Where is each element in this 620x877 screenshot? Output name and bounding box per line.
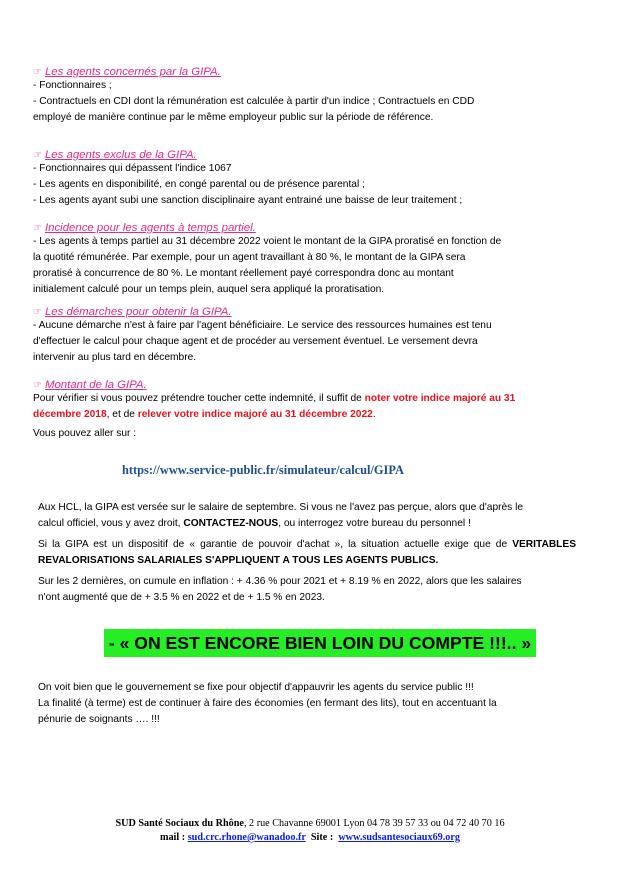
highlight-indice-2022: relever votre indice majoré au 31 décembre 2022 (137, 409, 373, 420)
hcl-text: , ou interrogez votre bureau du personnel ! (278, 518, 471, 529)
hcl-paragraph (38, 500, 576, 532)
pointing-hand-icon: ☞ (33, 150, 42, 161)
heading-text: Incidence pour les agents à temps partiel. (44, 222, 256, 234)
dispositif-text: Si la GIPA est un dispositif de « garantie de pouvoir d'achat », la situation actuelle exige que de (38, 539, 513, 550)
footer-site-label: Site : (305, 832, 339, 843)
list-item: proratisé à concurrence de 80 %. Le montant réellement payé correspondra donc au montant (33, 268, 454, 279)
conclusion-paragraph (38, 680, 576, 728)
footer-contact (0, 832, 620, 843)
heading-text: Montant de la GIPA. (44, 379, 147, 391)
list-item: initialement calculé pour un temps plein, auquel sera appliqué la proratisation. (33, 284, 385, 295)
section-heading (33, 149, 583, 161)
conclusion-line-2: La finalité (à terme) est de continuer à faire des économies (en fermant des lits), tout en accentuant la (38, 698, 497, 709)
montant-text-line-3: Vous pouvez aller sur : (33, 428, 137, 439)
section-temps-partiel (33, 222, 583, 298)
highlight-date-2018: décembre 2018 (33, 409, 107, 420)
section-montant (33, 379, 583, 442)
section-heading (33, 66, 583, 78)
section-agents-concernes (33, 66, 583, 126)
highlight-indice-2018: noter votre indice majoré au 31 (364, 393, 516, 404)
revalorisations-emphasis: VERITABLES REVALORISATIONS SALARIALES S'APPLIQUENT A TOUS LES AGENTS PUBLICS. (38, 539, 576, 566)
contact-us-emphasis: CONTACTEZ-NOUS (183, 518, 279, 529)
inflation-line-2: n'ont augmenté que de + 3.5 % en 2022 et de + 1.5 % en 2023. (38, 592, 325, 603)
pointing-hand-icon: ☞ (33, 67, 42, 78)
montant-text: , et de (106, 409, 138, 420)
pointing-hand-icon: ☞ (33, 223, 42, 234)
montant-text: . (372, 409, 376, 420)
list-item: d'effectuer le calcul pour chaque agent et de procéder au versement éventuel. Le versement devra (33, 336, 478, 347)
pointing-hand-icon: ☞ (33, 380, 42, 391)
gipa-dispositif-paragraph (38, 537, 576, 569)
montant-text-line-2 (33, 407, 583, 423)
list-item: employé de manière continue par le même employeur public sur la période de référence. (33, 112, 434, 123)
inflation-paragraph (38, 574, 576, 606)
hcl-line-2 (38, 516, 576, 532)
footer-mail-label: mail : (159, 832, 188, 843)
heading-text: Les démarches pour obtenir la GIPA. (44, 306, 232, 318)
conclusion-line-3: pénurie de soignants …. !!! (38, 714, 160, 725)
footer-address (0, 818, 620, 829)
inflation-line-1: Sur les 2 dernières, on cumule en inflation : + 4.36 % pour 2021 et + 8.19 % en 2022, alors que les salaires (38, 576, 522, 587)
email-link[interactable]: sud.crc.rhone@wanadoo.fr (187, 832, 306, 843)
montant-text-line-1 (33, 391, 583, 407)
section-demarches (33, 306, 583, 366)
heading-text: Les agents exclus de la GIPA. (44, 149, 197, 161)
list-item: - Les agents ayant subi une sanction disciplinaire ayant entrainé une baisse de leur traitement ; (33, 195, 463, 206)
list-item: - Fonctionnaires qui dépassent l'indice 1067 (33, 163, 232, 174)
slogan-banner: - « ON EST ENCORE BIEN LOIN DU COMPTE !!!.. » (104, 629, 536, 657)
simulator-link[interactable]: https://www.service-public.fr/simulateur/calcul/GIPA (122, 463, 404, 477)
list-item: - Les agents en disponibilité, en congé parental ou de présence parental ; (33, 179, 365, 190)
heading-text: Les agents concernés par la GIPA. (44, 66, 221, 78)
list-item: - Fonctionnaires ; (33, 80, 112, 91)
list-item: - Contractuels en CDI dont la rémunération est calculée à partir d'un indice ; Contractuels en CDD (33, 96, 475, 107)
website-link[interactable]: www.sudsantesociaux69.org (338, 832, 461, 843)
list-item: la quotité rémunérée. Par exemple, pour un agent travaillant à 80 %, le montant de la GIPA sera (33, 252, 466, 263)
pointing-hand-icon: ☞ (33, 307, 42, 318)
footer-org-name: SUD Santé Sociaux du Rhône (115, 818, 244, 829)
conclusion-line-1: On voit bien que le gouvernement se fixe pour objectif d'appauvrir les agents du service public !!! (38, 682, 474, 693)
section-agents-exclus (33, 149, 583, 209)
section-heading (33, 306, 583, 318)
list-item: - Les agents à temps partiel au 31 décembre 2022 voient le montant de la GIPA proratisé en fonction de (33, 236, 502, 247)
section-heading (33, 222, 583, 234)
hcl-text: calcul officiel, vous y avez droit, (38, 518, 184, 529)
footer-address-text: , 2 rue Chavanne 69001 Lyon 04 78 39 57 33 ou 04 72 40 70 16 (243, 818, 505, 829)
montant-text: Pour vérifier si vous pouvez prétendre toucher cette indemnité, il suffit de (33, 393, 365, 404)
section-heading (33, 379, 583, 391)
hcl-line-1: Aux HCL, la GIPA est versée sur le salaire de septembre. Si vous ne l'avez pas perçue, alors que d'après le (38, 502, 524, 513)
list-item: - Aucune démarche n'est à faire par l'agent bénéficiaire. Le service des ressources humaines est tenu (33, 320, 492, 331)
list-item: intervenir au plus tard en décembre. (33, 352, 197, 363)
